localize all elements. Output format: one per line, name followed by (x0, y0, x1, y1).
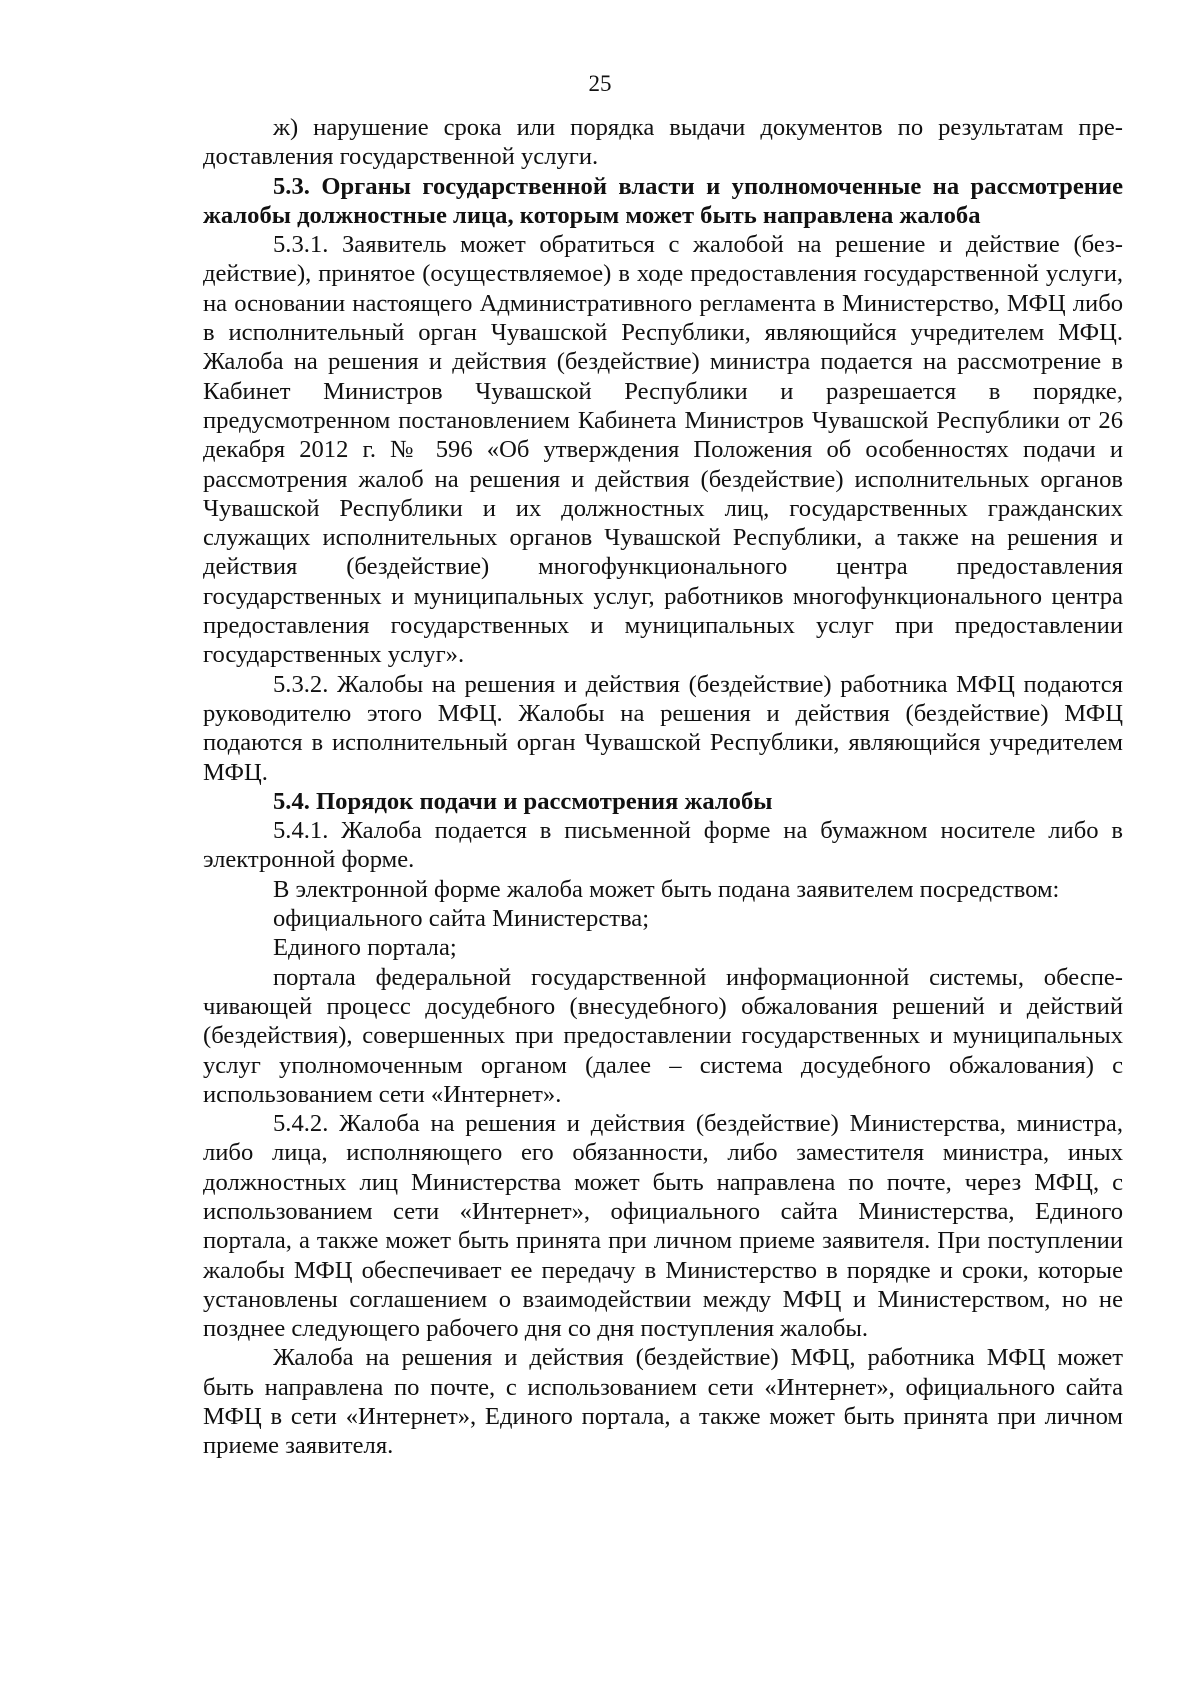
document-body (203, 113, 1123, 1461)
list-item-federal-portal: портала федеральной государственной информационной системы, обеспечивающей процесс досудебного (внесудебного) обжалования решений и действий (бездействия), совершенных при предоставлении государственных и муниципальных услуг уполномоченным органом (далее – система досудебного обжалования) с использованием сети «Интернет». (203, 963, 1123, 1108)
paragraph-5-3-1: 5.3.1. Заявитель может обратиться с жалобой на решение и действие (бездействие), принятое (осуществляемое) в ходе предоставления государственной услуги, на основании настоящего Административного регламента в Министерство, МФЦ либо в исполнительный орган Чувашской Республики, являющийся учредителем МФЦ. Жалоба на решения и действия (бездействие) министра подается на рассмотрение в Кабинет Министров Чувашской Республики и разрешается в порядке, предусмотренном постановлением Кабинета Министров Чувашской Республики от 26 декабря 2012 г. № 596 «Об утверждения Положения об особенностях подачи и рассмотрения жалоб на решения и действия (бездействие) исполнительных органов Чувашской Республики и их должностных лиц, государственных гражданских служащих исполнительных органов Чувашской Республики, а также на решения и действия (бездействие) многофункционального центра предоставления государственных и муниципальных услуг, работников многофункционального центра предоставления государственных и муниципальных услуг при предоставлении государственных услуг». (203, 231, 1123, 669)
section-heading-5-3: 5.3. Органы государственной власти и уполномоченные на рассмотрение жалобы должностные лица, которым может быть направлена жалоба (203, 172, 1123, 229)
paragraph-5-3-2: 5.3.2. Жалобы на решения и действия (бездействие) работника МФЦ подаются руководителю этого МФЦ. Жалобы на решения и действия (бездействие) МФЦ подаются в исполнительный орган Чувашской Республики, являющийся учредителем МФЦ. (203, 670, 1123, 786)
paragraph-electronic-form: В электронной форме жалоба может быть подана заявителем посредством: (273, 875, 1060, 903)
paragraph-5-4-1: 5.4.1. Жалоба подается в письменной форме на бумажном носителе либо в электронной форме. (203, 817, 1123, 874)
paragraph-5-4-2: 5.4.2. Жалоба на решения и действия (бездействие) Министерства, министра, либо лица, исполняющего его обязанности, либо заместителя министра, иных должностных лиц Министерства может быть направлена по почте, через МФЦ, с использованием сети «Интернет», официального сайта Министерства, Единого портала, а также может быть принята при личном приеме заявителя. При поступлении жалобы МФЦ обеспечивает ее передачу в Министерство в порядке и сроки, которые установлены соглашением о взаимодействии между МФЦ и Министерством, но не позднее следующего рабочего дня со дня поступления жалобы. (203, 1110, 1123, 1343)
list-item-unified-portal: Единого портала; (273, 934, 457, 962)
paragraph-item-zh: ж) нарушение срока или порядка выдачи документов по результатам предоставления государственной услуги. (203, 114, 1123, 171)
page-number: 25 (588, 71, 612, 96)
section-heading-5-4: 5.4. Порядок подачи и рассмотрения жалобы (273, 787, 773, 815)
list-item-ministry-site: официального сайта Министерства; (273, 905, 650, 933)
paragraph-mfc-complaint: Жалоба на решения и действия (бездействие) МФЦ, работника МФЦ может быть направлена по почте, с использованием сети «Интернет», официального сайта МФЦ в сети «Интернет», Единого портала, а также может быть принята при личном приеме заявителя. (203, 1344, 1123, 1460)
